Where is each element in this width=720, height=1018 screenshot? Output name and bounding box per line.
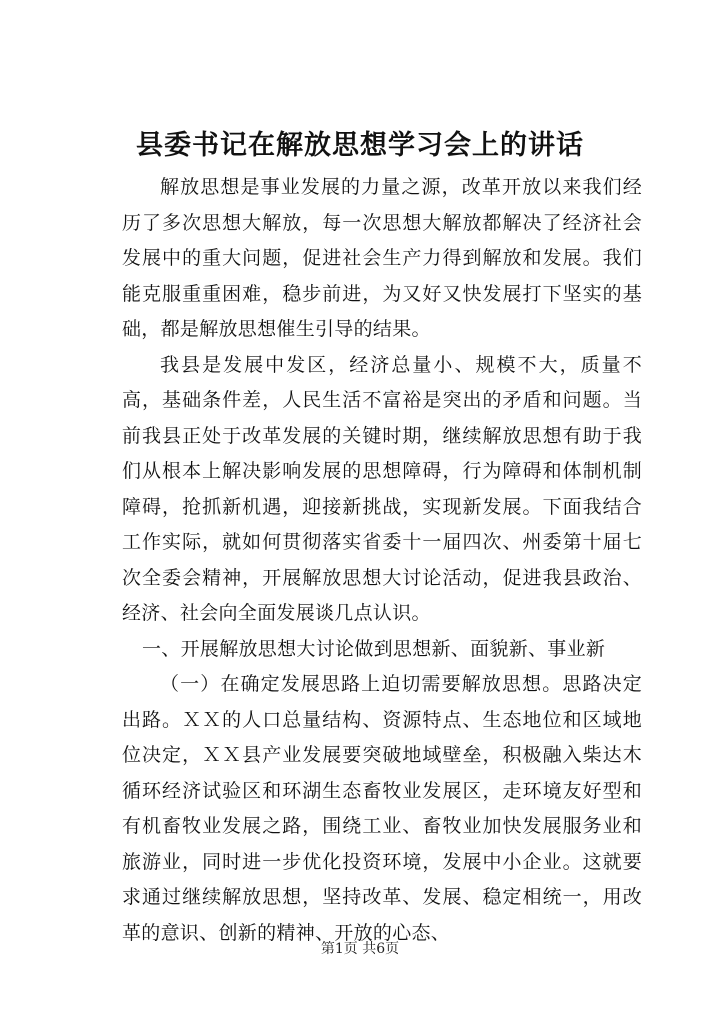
section-heading: 一、开展解放思想大讨论做到思想新、面貌新、事业新 (142, 637, 606, 660)
body-paragraph: 解放思想是事业发展的力量之源，改革开放以来我们经历了多次思想大解放，每一次思想大解放都解决了经济社会发展中的重大问题，促进社会生产力得到解放和发展。我们能克服重重困难，稳步前进，为又好又快发展打下坚实的基础，都是解放思想催生引导的结果。 (122, 176, 642, 340)
document-title: 县委书记在解放思想学习会上的讲话 (136, 130, 584, 161)
body-paragraph: 我县是发展中发区，经济总量小、规模不大，质量不高，基础条件差，人民生活不富裕是突出的矛盾和问题。当前我县正处于改革发展的关键时期，继续解放思想有助于我们从根本上解决影响发展的思想障碍，行为障碍和体制机制障碍，抢抓新机遇，迎接新挑战，实现新发展。下面我结合工作实际，就如何贯彻落实省委十一届四次、州委第十届七次全委会精神，开展解放思想大讨论活动，促进我县政治、经济、社会向全面发展谈几点认识。 (122, 353, 642, 624)
document-body (122, 170, 642, 951)
page-indicator: 第1页 共6页 (320, 941, 400, 957)
subsection-paragraph: （一）在确定发展思路上迫切需要解放思想。思路决定出路。ＸＸ的人口总量结构、资源特点、生态地位和区域地位决定，ＸＸ县产业发展要突破地域壁垒，积极融入柴达木循环经济试验区和环湖生态畜牧业发展区，走环境友好型和有机畜牧业发展之路，围绕工业、畜牧业加快发展服务业和旅游业，同时进一步优化投资环境，发展中小企业。这就要求通过继续解放思想，坚持改革、发展、稳定相统一，用改革的意识、创新的精神、开放的心态、 (122, 673, 642, 944)
